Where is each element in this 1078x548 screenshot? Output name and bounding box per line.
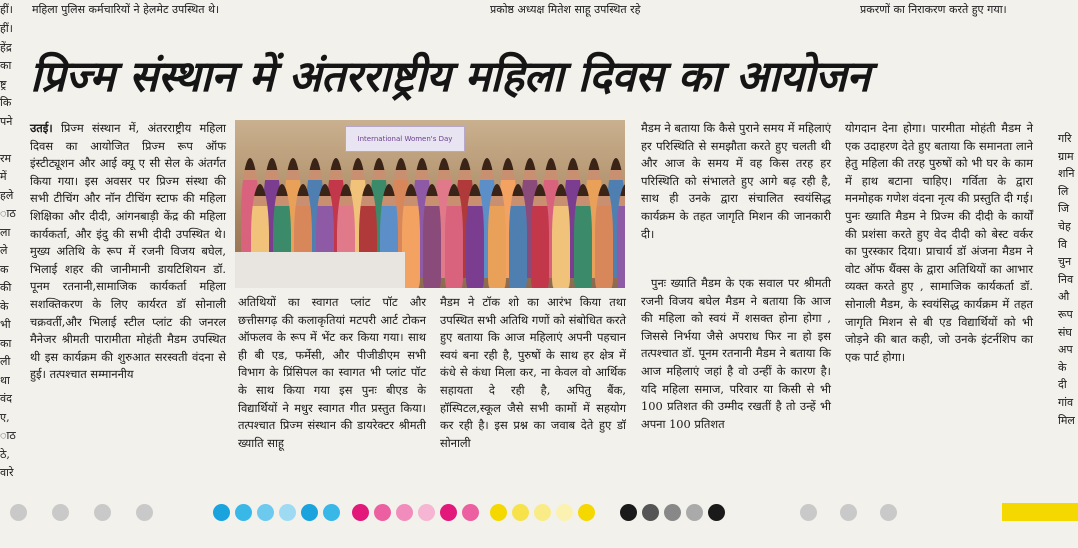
edge-text: वारे — [0, 466, 14, 479]
edge-text: निव — [1058, 272, 1074, 286]
top-strip-text: प्रकोष्ठ अध्यक्ष मितेश साहू उपस्थित रहे — [490, 3, 641, 16]
edge-text: क — [0, 262, 9, 276]
calibration-dot — [213, 504, 230, 521]
edge-text: ए, — [0, 410, 10, 424]
calibration-dot — [578, 504, 595, 521]
calibration-dot — [257, 504, 274, 521]
person-figure — [466, 184, 484, 288]
right-edge-column — [1058, 130, 1078, 429]
edge-text: ष्ट्र — [0, 77, 7, 91]
edge-text: चेह — [1058, 219, 1071, 233]
edge-text: हले — [0, 188, 14, 202]
person-figure — [509, 184, 527, 288]
edge-text: मिल — [1058, 413, 1075, 427]
edge-text: ले — [0, 244, 8, 257]
top-strip-text: हीं। — [0, 3, 13, 16]
edge-text: वंद — [0, 392, 12, 405]
person-figure — [488, 184, 506, 288]
calibration-dot — [235, 504, 252, 521]
article-column-4b: पुनः ख्याति मैडम के एक सवाल पर श्रीमती रजनी विजय बघेल मैडम ने बताया कि आज की महिला को स्वयं में शसक्त होना होगा , जिससे निर्भया जैसे अपराध फिर ना हो इस तत्पश्चात डॉ. पूनम रतनानी मैडम ने बताया कि आज महिलाएं जहां है वो उन्हीं के कारण है। यदि महिला समाज, परिवार या किसी से भी 100 प्रतिशत की उम्मीद रखतीं है तो उन्हें भी अपना 100 प्रतिशत — [641, 276, 831, 431]
calibration-dot — [301, 504, 318, 521]
calibration-dot — [10, 504, 27, 521]
calibration-dot — [136, 504, 153, 521]
calibration-dot — [534, 504, 551, 521]
edge-text: गांव — [1058, 395, 1074, 409]
edge-text: की — [0, 281, 12, 294]
edge-text: अप — [1058, 343, 1073, 357]
calibration-dot — [323, 504, 340, 521]
calibration-dot — [418, 504, 435, 521]
calibration-dot — [840, 504, 857, 521]
top-strip-text: प्रकरणों का निराकरण करते हुए गया। — [860, 3, 1007, 16]
edge-text: शनि — [1058, 167, 1075, 181]
edge-text: दी — [1058, 378, 1067, 392]
edge-text: था — [0, 373, 10, 387]
calibration-dot — [52, 504, 69, 521]
left-edge-column — [0, 0, 22, 500]
edge-text: भी — [0, 318, 11, 331]
edge-text: हीं। — [0, 22, 13, 35]
page-title: प्रिज्म संस्थान में अंतरराष्ट्रीय महिला दिवस का आयोजन — [30, 52, 870, 102]
calibration-dot — [708, 504, 725, 521]
edge-text: चुन — [1058, 255, 1072, 269]
calibration-dot — [512, 504, 529, 521]
top-strip — [0, 0, 1078, 18]
article-column-4a: मैडम ने बताया कि कैसे पुराने समय में महिलाएं हर परिस्थिति से समझौता करते हुए चलती थी और आज के समय में वह किस तरह हर परिस्थिति को संभालते हुए आगे बढ़ रही है, साथ ही उनके द्वारा संचालित स्वयंसिद्ध कार्यक्रम के तहत जागृति मिशन की जानकारी दी। — [641, 121, 831, 241]
calibration-yellow-block — [1002, 503, 1078, 521]
calibration-dot — [374, 504, 391, 521]
calibration-dot — [664, 504, 681, 521]
dateline: उतई। — [30, 121, 53, 135]
edge-text: लि — [1058, 184, 1069, 198]
edge-text: कि — [0, 96, 12, 109]
person-figure — [574, 184, 592, 288]
edge-text: रम — [0, 151, 12, 165]
edge-text: ाठ — [0, 429, 16, 442]
column-text: प्रिज्म संस्थान में, अंतरराष्ट्रीय महिला दिवस का आयोजित प्रिज्म रूप ऑफ इंस्टीट्यूशन और आई क्यू ए सी सेल के अंतर्गत किया गया। इस अवसर पर प्रिज्म संस्था की सभी टीचिंग और नॉन टीचिंग स्टाफ की महिला शिक्षिका और दीदी, आंगनबाड़ी केंद्र की महिला कार्यकर्ता, और इंदु की सभी दीदी उपस्थित थे। मुख्य अतिथि के रूप में रजनी विजय बघेल, भिलाई शहर की जानीमानी डायटिशियन डॉ. पूनम रतनानी,सामाजिक कार्यकर्ता महिला सशक्तिकरण के लिए कार्यरत डॉ सोनाली चक्रवर्ती,और भिलाई स्टील प्लांट की जनरल मैनेजर श्रीमती पारामीता मोहंती मैडम उपस्थित थी इस कार्यक्रम की शुरुआत सरस्वती वंदना से हुई। तत्पश्चात सम्माननीय — [30, 121, 226, 382]
person-figure — [595, 184, 613, 288]
edge-text: ला — [0, 225, 11, 239]
edge-text: रूप — [1058, 307, 1073, 321]
calibration-dot — [880, 504, 897, 521]
calibration-dot — [462, 504, 479, 521]
edge-text: का — [0, 336, 12, 350]
calibration-dot — [686, 504, 703, 521]
edge-text: औ — [1058, 290, 1070, 304]
edge-text: ठे, — [0, 447, 10, 461]
edge-text: गरि — [1058, 132, 1072, 145]
calibration-dot — [490, 504, 507, 521]
photo-banner: International Women's Day — [345, 126, 465, 152]
article-column-5: योगदान देना होगा। पारमीता मोहंती मैडम ने एक उदाहरण देते हुए बताया कि समानता लाने हेतु महिला की तरह पुरुषों को भी घर के काम में हाथ बटाना चाहिए। गर्विता के द्वारा मनमोहक गणेश वंदना नृत्य की प्रस्तुति दी गई। पुनः ख्याति मैडम ने प्रिज्म की दीदी के कार्यों की प्रशंसा करते हुए वेद दीदी को बेस्ट वर्कर का पुरस्कार दिया। प्राचार्य डॉ अंजना मैडम ने वोट ऑफ थैंक्स के द्वारा अतिथियों का आभार व्यक्त करते हुए , सामाजिक कार्यकर्ता डॉ. सोनाली मैडम, के स्वयंसिद्ध कार्यक्रम में तहत जागृति मिशन से बी एड विद्यार्थियों को भी जोड़ने की बात कही, जो उनके इंटर्नशिप का एक पार्ट होगा। — [845, 121, 1033, 364]
edge-text: वि — [1058, 237, 1067, 251]
edge-text: संघ — [1058, 325, 1072, 339]
calibration-dot — [94, 504, 111, 521]
edge-text: जि — [1058, 202, 1070, 216]
edge-text: के — [0, 299, 9, 313]
calibration-dot — [556, 504, 573, 521]
calibration-dot — [620, 504, 637, 521]
event-photo — [235, 120, 625, 288]
calibration-dot — [440, 504, 457, 521]
edge-text: ली — [0, 355, 11, 368]
calibration-dot — [396, 504, 413, 521]
person-figure — [423, 184, 441, 288]
photo-table — [235, 252, 405, 288]
person-figure — [552, 184, 570, 288]
article-column-1 — [30, 120, 226, 490]
edge-text: का — [0, 59, 12, 72]
edge-text: के — [1058, 360, 1067, 374]
edge-text: पने — [0, 114, 13, 128]
article-column-2: अतिथियों का स्वागत प्लांट पॉट और छत्तीसगढ़ की कलाकृतियां मटपरी आर्ट टोकन ऑफलव के रूप में भेंट कर किया गया। साथ ही बी एड, फर्मेसी, और पीजीडीएम सभी विभाग के प्रिंसिपल का स्वागत भी प्लांट पॉट के साथ किया गया इस पुनः बीएड के विद्यार्थियों ने मधुर स्वागत गीत प्रस्तुत किया। तत्पश्चात प्रिज्म संस्थान की डायरेक्टर श्रीमती ख्याति साहू — [238, 295, 426, 450]
edge-text: हेंद्र — [0, 40, 12, 54]
article-column-3: मैडम ने टॉक शो का आरंभ किया तथा उपस्थित सभी अतिथि गणों को संबोधित करते हुए बताया कि आज महिलाएं अपनी पहचान स्वयं बना रही है, पुरुषों के साथ हर क्षेत्र में कंधे से कंधा मिला कर, ना केवल वो आर्थिक सहायता दे रही है, अपितु बैंक, हॉस्पिटल,स्कूल जैसे सभी कामों में सहयोग कर रही है। इस प्रश्न का जवाब देते हुए डॉ सोनाली — [440, 295, 626, 450]
calibration-dot — [642, 504, 659, 521]
calibration-dot — [800, 504, 817, 521]
top-strip-text: महिला पुलिस कर्मचारियों ने हेलमेट उपस्थित थे। — [32, 3, 220, 16]
calibration-dot — [352, 504, 369, 521]
edge-text: में — [0, 170, 7, 183]
person-figure — [445, 184, 463, 288]
calibration-dot — [279, 504, 296, 521]
person-figure — [531, 184, 549, 288]
edge-text: ग्राम — [1058, 149, 1074, 163]
edge-text: ाठ — [0, 207, 16, 220]
